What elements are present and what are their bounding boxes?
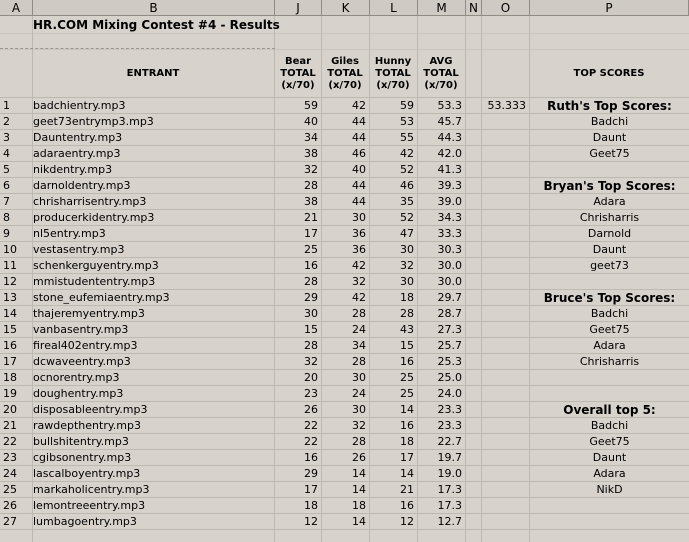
top-scores-item[interactable]: Chrisharris bbox=[579, 355, 640, 368]
grid-hline bbox=[0, 49, 689, 50]
giles-score[interactable]: 30 bbox=[352, 403, 366, 416]
bear-score[interactable]: 40 bbox=[304, 115, 318, 128]
hunny-score[interactable]: 55 bbox=[400, 131, 414, 144]
sheet-title: HR.COM Mixing Contest #4 - Results bbox=[33, 18, 280, 32]
bear-score[interactable]: 15 bbox=[304, 323, 318, 336]
avg-score[interactable]: 30.0 bbox=[437, 275, 462, 288]
entrant-name[interactable]: producerkidentry.mp3 bbox=[33, 211, 155, 224]
avg-score[interactable]: 19.7 bbox=[437, 451, 462, 464]
bear-score[interactable]: 28 bbox=[304, 275, 318, 288]
avg-score[interactable]: 53.3 bbox=[437, 99, 462, 112]
hunny-score[interactable]: 25 bbox=[400, 387, 414, 400]
entrant-name[interactable]: geet73entrymp3.mp3 bbox=[33, 115, 154, 128]
top-scores-heading[interactable]: Ruth's Top Scores: bbox=[547, 99, 672, 113]
avg-score[interactable]: 34.3 bbox=[437, 211, 462, 224]
giles-score[interactable]: 26 bbox=[352, 451, 366, 464]
top-scores-item[interactable]: Daunt bbox=[592, 243, 627, 256]
column-header-b[interactable]: B bbox=[33, 0, 275, 16]
top-scores-item[interactable]: Badchi bbox=[590, 307, 629, 320]
row-number[interactable]: 3 bbox=[3, 131, 10, 144]
avg-score[interactable]: 42.0 bbox=[437, 147, 462, 160]
top-scores-item[interactable]: geet73 bbox=[590, 259, 629, 272]
entrant-name[interactable]: cgibsonentry.mp3 bbox=[33, 451, 132, 464]
row-number[interactable]: 24 bbox=[3, 467, 17, 480]
bear-score[interactable]: 30 bbox=[304, 307, 318, 320]
bear-score[interactable]: 32 bbox=[304, 163, 318, 176]
bear-score[interactable]: 22 bbox=[304, 419, 318, 432]
bear-score[interactable]: 34 bbox=[304, 131, 318, 144]
giles-score[interactable]: 32 bbox=[352, 419, 366, 432]
row-number[interactable]: 27 bbox=[3, 515, 17, 528]
row-number[interactable]: 23 bbox=[3, 451, 17, 464]
bear-score[interactable]: 25 bbox=[304, 243, 318, 256]
header-bear: Bear TOTAL (x/70) bbox=[280, 56, 316, 91]
entrant-name[interactable]: vanbasentry.mp3 bbox=[33, 323, 129, 336]
row-number[interactable]: 22 bbox=[3, 435, 17, 448]
giles-score[interactable]: 42 bbox=[352, 291, 366, 304]
giles-score[interactable]: 46 bbox=[352, 147, 366, 160]
avg-score[interactable]: 44.3 bbox=[437, 131, 462, 144]
top-scores-item[interactable]: Badchi bbox=[590, 419, 629, 432]
hunny-score[interactable]: 18 bbox=[400, 435, 414, 448]
hunny-score[interactable]: 32 bbox=[400, 259, 414, 272]
giles-score[interactable]: 28 bbox=[352, 435, 366, 448]
hunny-score[interactable]: 52 bbox=[400, 163, 414, 176]
top-scores-item[interactable]: Daunt bbox=[592, 131, 627, 144]
entrant-name[interactable]: dcwaveentry.mp3 bbox=[33, 355, 131, 368]
header-top-scores: TOP SCORES bbox=[573, 68, 645, 79]
entrant-name[interactable]: mmistudententry.mp3 bbox=[33, 275, 156, 288]
top-scores-item[interactable]: Adara bbox=[593, 195, 626, 208]
top-scores-item[interactable]: Adara bbox=[593, 467, 626, 480]
bear-score[interactable]: 18 bbox=[304, 499, 318, 512]
hunny-score[interactable]: 59 bbox=[400, 99, 414, 112]
entrant-name[interactable]: thajeremyentry.mp3 bbox=[33, 307, 145, 320]
entrant-name[interactable]: nikdentry.mp3 bbox=[33, 163, 113, 176]
bear-score[interactable]: 17 bbox=[304, 483, 318, 496]
o-value-cell[interactable]: 53.333 bbox=[487, 99, 526, 112]
hunny-score[interactable]: 21 bbox=[400, 483, 414, 496]
bear-score[interactable]: 29 bbox=[304, 291, 318, 304]
bear-score[interactable]: 16 bbox=[304, 259, 318, 272]
row-number[interactable]: 25 bbox=[3, 483, 17, 496]
row-number[interactable]: 11 bbox=[3, 259, 17, 272]
avg-score[interactable]: 25.7 bbox=[437, 339, 462, 352]
row-number[interactable]: 4 bbox=[3, 147, 10, 160]
header-entrant: ENTRANT bbox=[126, 68, 180, 79]
giles-score[interactable]: 32 bbox=[352, 275, 366, 288]
giles-score[interactable]: 44 bbox=[352, 179, 366, 192]
giles-score[interactable]: 44 bbox=[352, 131, 366, 144]
row-number[interactable]: 19 bbox=[3, 387, 17, 400]
column-header-n[interactable]: N bbox=[466, 0, 482, 16]
entrant-name[interactable]: lumbagoentry.mp3 bbox=[33, 515, 137, 528]
avg-score[interactable]: 23.3 bbox=[437, 403, 462, 416]
avg-score[interactable]: 39.3 bbox=[437, 179, 462, 192]
entrant-name[interactable]: ocnorentry.mp3 bbox=[33, 371, 120, 384]
row-number[interactable]: 7 bbox=[3, 195, 10, 208]
column-header-o[interactable]: O bbox=[482, 0, 530, 16]
entrant-name[interactable]: nl5entry.mp3 bbox=[33, 227, 106, 240]
hunny-score[interactable]: 14 bbox=[400, 467, 414, 480]
hunny-score[interactable]: 46 bbox=[400, 179, 414, 192]
giles-score[interactable]: 18 bbox=[352, 499, 366, 512]
giles-score[interactable]: 30 bbox=[352, 371, 366, 384]
bear-score[interactable]: 38 bbox=[304, 195, 318, 208]
avg-score[interactable]: 29.7 bbox=[437, 291, 462, 304]
entrant-name[interactable]: Dauntentry.mp3 bbox=[33, 131, 123, 144]
hunny-score[interactable]: 47 bbox=[400, 227, 414, 240]
column-header-k[interactable]: K bbox=[322, 0, 370, 16]
top-scores-item[interactable]: Geet75 bbox=[589, 147, 630, 160]
giles-score[interactable]: 42 bbox=[352, 259, 366, 272]
top-scores-heading[interactable]: Overall top 5: bbox=[563, 403, 656, 417]
bear-score[interactable]: 26 bbox=[304, 403, 318, 416]
entrant-name[interactable]: disposableentry.mp3 bbox=[33, 403, 148, 416]
row-number[interactable]: 8 bbox=[3, 211, 10, 224]
giles-score[interactable]: 28 bbox=[352, 355, 366, 368]
avg-score[interactable]: 23.3 bbox=[437, 419, 462, 432]
avg-score[interactable]: 17.3 bbox=[437, 499, 462, 512]
column-header-a[interactable]: A bbox=[0, 0, 33, 16]
header-hunny: Hunny TOTAL (x/70) bbox=[374, 56, 412, 91]
avg-score[interactable]: 19.0 bbox=[437, 467, 462, 480]
entrant-name[interactable]: vestasentry.mp3 bbox=[33, 243, 125, 256]
entrant-name[interactable]: markaholicentry.mp3 bbox=[33, 483, 150, 496]
entrant-name[interactable]: lemontreeentry.mp3 bbox=[33, 499, 146, 512]
giles-score[interactable]: 24 bbox=[352, 323, 366, 336]
entrant-name[interactable]: fireal402entry.mp3 bbox=[33, 339, 138, 352]
hunny-score[interactable]: 30 bbox=[400, 275, 414, 288]
bear-score[interactable]: 16 bbox=[304, 451, 318, 464]
giles-score[interactable]: 36 bbox=[352, 243, 366, 256]
entrant-name[interactable]: lascalboyentry.mp3 bbox=[33, 467, 141, 480]
giles-score[interactable]: 30 bbox=[352, 211, 366, 224]
bear-score[interactable]: 28 bbox=[304, 179, 318, 192]
giles-score[interactable]: 28 bbox=[352, 307, 366, 320]
entrant-name[interactable]: rawdepthentry.mp3 bbox=[33, 419, 141, 432]
bear-score[interactable]: 23 bbox=[304, 387, 318, 400]
avg-score[interactable]: 12.7 bbox=[437, 515, 462, 528]
giles-score[interactable]: 42 bbox=[352, 99, 366, 112]
entrant-name[interactable]: darnoldentry.mp3 bbox=[33, 179, 131, 192]
row-number[interactable]: 1 bbox=[3, 99, 10, 112]
hunny-score[interactable]: 53 bbox=[400, 115, 414, 128]
hunny-score[interactable]: 16 bbox=[400, 355, 414, 368]
bear-score[interactable]: 12 bbox=[304, 515, 318, 528]
avg-score[interactable]: 27.3 bbox=[437, 323, 462, 336]
row-number[interactable]: 2 bbox=[3, 115, 10, 128]
grid-vline bbox=[465, 16, 466, 542]
avg-score[interactable]: 41.3 bbox=[437, 163, 462, 176]
hunny-score[interactable]: 43 bbox=[400, 323, 414, 336]
entrant-name[interactable]: adaraentry.mp3 bbox=[33, 147, 121, 160]
avg-score[interactable]: 39.0 bbox=[437, 195, 462, 208]
row-number[interactable]: 26 bbox=[3, 499, 17, 512]
column-header-m[interactable]: M bbox=[418, 0, 466, 16]
giles-score[interactable]: 44 bbox=[352, 195, 366, 208]
top-scores-item[interactable]: Daunt bbox=[592, 451, 627, 464]
avg-score[interactable]: 22.7 bbox=[437, 435, 462, 448]
dashed-separator bbox=[0, 48, 275, 49]
hunny-score[interactable]: 30 bbox=[400, 243, 414, 256]
entrant-name[interactable]: badchientry.mp3 bbox=[33, 99, 126, 112]
row-number[interactable]: 20 bbox=[3, 403, 17, 416]
hunny-score[interactable]: 14 bbox=[400, 403, 414, 416]
row-number[interactable]: 21 bbox=[3, 419, 17, 432]
hunny-score[interactable]: 35 bbox=[400, 195, 414, 208]
hunny-score[interactable]: 17 bbox=[400, 451, 414, 464]
header-giles: Giles TOTAL (x/70) bbox=[327, 56, 363, 91]
entrant-name[interactable]: bullshitentry.mp3 bbox=[33, 435, 129, 448]
hunny-score[interactable]: 16 bbox=[400, 419, 414, 432]
top-scores-item[interactable]: Adara bbox=[593, 339, 626, 352]
giles-score[interactable]: 44 bbox=[352, 115, 366, 128]
row-number[interactable]: 5 bbox=[3, 163, 10, 176]
avg-score[interactable]: 45.7 bbox=[437, 115, 462, 128]
giles-score[interactable]: 14 bbox=[352, 467, 366, 480]
top-scores-item[interactable]: Geet75 bbox=[589, 323, 630, 336]
hunny-score[interactable]: 25 bbox=[400, 371, 414, 384]
top-scores-item[interactable]: Darnold bbox=[587, 227, 632, 240]
row-number[interactable]: 16 bbox=[3, 339, 17, 352]
giles-score[interactable]: 14 bbox=[352, 483, 366, 496]
bear-score[interactable]: 21 bbox=[304, 211, 318, 224]
avg-score[interactable]: 25.3 bbox=[437, 355, 462, 368]
hunny-score[interactable]: 52 bbox=[400, 211, 414, 224]
hunny-score[interactable]: 16 bbox=[400, 499, 414, 512]
top-scores-heading[interactable]: Bruce's Top Scores: bbox=[543, 291, 676, 305]
avg-score[interactable]: 17.3 bbox=[437, 483, 462, 496]
header-avg: AVG TOTAL (x/70) bbox=[423, 56, 459, 91]
bear-score[interactable]: 20 bbox=[304, 371, 318, 384]
avg-score[interactable]: 25.0 bbox=[437, 371, 462, 384]
hunny-score[interactable]: 28 bbox=[400, 307, 414, 320]
row-number[interactable]: 9 bbox=[3, 227, 10, 240]
column-header-p[interactable]: P bbox=[530, 0, 689, 16]
bear-score[interactable]: 38 bbox=[304, 147, 318, 160]
giles-score[interactable]: 34 bbox=[352, 339, 366, 352]
avg-score[interactable]: 24.0 bbox=[437, 387, 462, 400]
row-number[interactable]: 10 bbox=[3, 243, 17, 256]
row-number[interactable]: 14 bbox=[3, 307, 17, 320]
row-number[interactable]: 12 bbox=[3, 275, 17, 288]
bear-score[interactable]: 29 bbox=[304, 467, 318, 480]
column-header-j[interactable]: J bbox=[275, 0, 322, 16]
bear-score[interactable]: 17 bbox=[304, 227, 318, 240]
bear-score[interactable]: 22 bbox=[304, 435, 318, 448]
top-scores-heading[interactable]: Bryan's Top Scores: bbox=[543, 179, 676, 193]
giles-score[interactable]: 40 bbox=[352, 163, 366, 176]
giles-score[interactable]: 24 bbox=[352, 387, 366, 400]
top-scores-item[interactable]: Geet75 bbox=[589, 435, 630, 448]
top-scores-item[interactable]: Chrisharris bbox=[579, 211, 640, 224]
avg-score[interactable]: 33.3 bbox=[437, 227, 462, 240]
entrant-name[interactable]: schenkerguyentry.mp3 bbox=[33, 259, 159, 272]
bear-score[interactable]: 59 bbox=[304, 99, 318, 112]
entrant-name[interactable]: stone_eufemiaentry.mp3 bbox=[33, 291, 170, 304]
grid-hline bbox=[0, 33, 689, 34]
entrant-name[interactable]: doughentry.mp3 bbox=[33, 387, 124, 400]
giles-score[interactable]: 14 bbox=[352, 515, 366, 528]
avg-score[interactable]: 30.3 bbox=[437, 243, 462, 256]
top-scores-item[interactable]: Badchi bbox=[590, 115, 629, 128]
row-number[interactable]: 6 bbox=[3, 179, 10, 192]
bear-score[interactable]: 28 bbox=[304, 339, 318, 352]
hunny-score[interactable]: 42 bbox=[400, 147, 414, 160]
entrant-name[interactable]: chrisharrisentry.mp3 bbox=[33, 195, 147, 208]
avg-score[interactable]: 28.7 bbox=[437, 307, 462, 320]
top-scores-item[interactable]: NikD bbox=[596, 483, 623, 496]
grid-vline bbox=[481, 16, 482, 542]
bear-score[interactable]: 32 bbox=[304, 355, 318, 368]
row-number[interactable]: 17 bbox=[3, 355, 17, 368]
row-number[interactable]: 15 bbox=[3, 323, 17, 336]
row-number[interactable]: 18 bbox=[3, 371, 17, 384]
hunny-score[interactable]: 15 bbox=[400, 339, 414, 352]
giles-score[interactable]: 36 bbox=[352, 227, 366, 240]
avg-score[interactable]: 30.0 bbox=[437, 259, 462, 272]
row-number[interactable]: 13 bbox=[3, 291, 17, 304]
column-header-l[interactable]: L bbox=[370, 0, 418, 16]
hunny-score[interactable]: 18 bbox=[400, 291, 414, 304]
hunny-score[interactable]: 12 bbox=[400, 515, 414, 528]
